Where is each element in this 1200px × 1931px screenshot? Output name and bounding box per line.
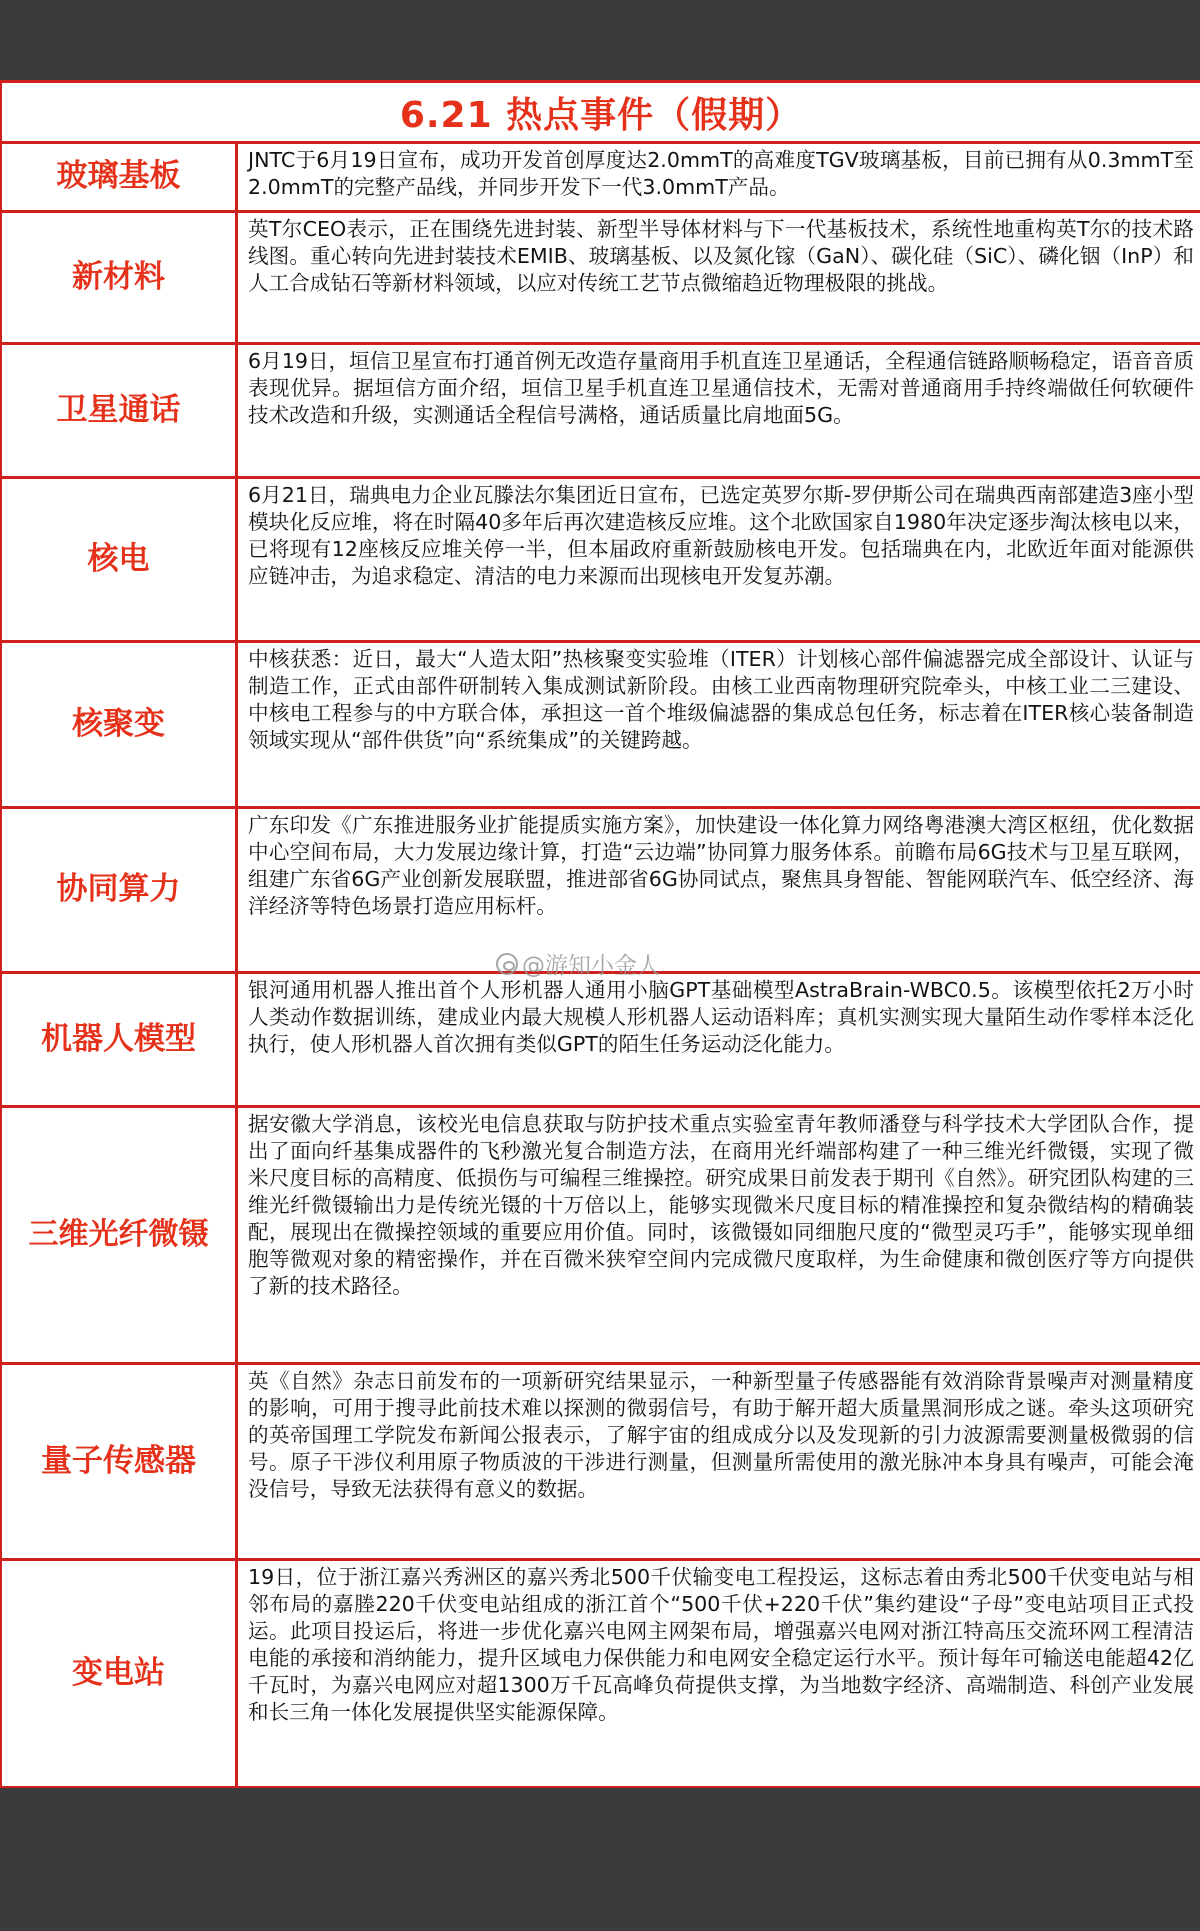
- table-row: [2, 1108, 1200, 1365]
- row-category: 量子传感器: [2, 1365, 238, 1558]
- row-category: 核聚变: [2, 643, 238, 806]
- row-category: 新材料: [2, 213, 238, 342]
- row-category: 核电: [2, 479, 238, 640]
- row-description: JNTC于6月19日宣布，成功开发首创厚度达2.0mmT的高难度TGV玻璃基板，目前已拥有从0.3mmT至2.0mmT的完整产品线，并同步开发下一代3.0mmT产品。: [248, 148, 1194, 199]
- row-description: 广东印发《广东推进服务业扩能提质实施方案》，加快建设一体化算力网络粤港澳大湾区枢纽，优化数据中心空间布局，大力发展边缘计算，打造“云边端”协同算力服务体系。前瞻布局6G技术与卫星互联网，组建广东省6G产业创新发展联盟，推进部省6G协同试点，聚焦具身智能、智能网联汽车、低空经济、海洋经济等特色场景打造应用标杆。: [248, 813, 1194, 918]
- table-row: [2, 974, 1200, 1108]
- row-description: 英T尔CEO表示，正在围绕先进封装、新型半导体材料与下一代基板技术，系统性地重构英T尔的技术路线图。重心转向先进封装技术EMIB、玻璃基板、以及氮化镓（GaN）、碳化硅（SiC）、磷化铟（InP）和人工合成钻石等新材料领域，以应对传统工艺节点微缩趋近物理极限的挑战。: [248, 217, 1194, 295]
- row-description: 据安徽大学消息，该校光电信息获取与防护技术重点实验室青年教师潘登与科学技术大学团队合作，提出了面向纤基集成器件的飞秒激光复合制造方法，在商用光纤端部构建了一种三维光纤微镊，实现了微米尺度目标的高精度、低损伤与可编程三维操控。研究成果日前发表于期刊《自然》。研究团队构建的三维光纤微镊输出力是传统光镊的十万倍以上，能够实现微米尺度目标的精准操控和复杂微结构的精确装配，展现出在微操控领域的重要应用价值。同时，该微镊如同细胞尺度的“微型灵巧手”，能够实现单细胞等微观对象的精密操作，并在百微米狭窄空间内完成微尺度取样，为生命健康和微创医疗等方向提供了新的技术路径。: [248, 1112, 1194, 1298]
- hot-events-table: [0, 80, 1200, 1788]
- row-category: 三维光纤微镊: [2, 1108, 238, 1362]
- table-row: [2, 144, 1200, 213]
- table-row: [2, 1365, 1200, 1561]
- table-row: [2, 213, 1200, 345]
- row-description: 6月19日，垣信卫星宣布打通首例无改造存量商用手机直连卫星通话，全程通信链路顺畅稳定，语音音质表现优异。据垣信方面介绍，垣信卫星手机直连卫星通信技术，无需对普通商用手持终端做任何软硬件技术改造和升级，实测通话全程信号满格，通话质量比肩地面5G。: [248, 349, 1194, 427]
- row-category: 玻璃基板: [2, 144, 238, 210]
- row-description: 19日，位于浙江嘉兴秀洲区的嘉兴秀北500千伏输变电工程投运，这标志着由秀北500千伏变电站与相邻布局的嘉塍220千伏变电站组成的浙江首个“500千伏+220千伏”集约建设“子母”变电站项目正式投运。此项目投运后，将进一步优化嘉兴电网主网架布局，增强嘉兴电网对浙江特高压交流环网工程清洁电能的承接和消纳能力，提升区域电力保供能力和电网安全稳定运行水平。预计每年可输送电能超42亿千瓦时，为嘉兴电网应对超1300万千瓦高峰负荷提供支撑，为当地数字经济、高端制造、科创产业发展和长三角一体化发展提供坚实能源保障。: [248, 1565, 1194, 1724]
- row-description: 中核获悉：近日，最大“人造太阳”热核聚变实验堆（ITER）计划核心部件偏滤器完成全部设计、认证与制造工作，正式由部件研制转入集成测试新阶段。由核工业西南物理研究院牵头，中核工业二三建设、中核电工程参与的中方联合体，承担这一首个堆级偏滤器的集成总包任务，标志着在ITER核心装备制造领域实现从“部件供货”向“系统集成”的关键跨越。: [248, 647, 1194, 752]
- table-row: [2, 479, 1200, 643]
- table-row: [2, 643, 1200, 809]
- row-category: 变电站: [2, 1561, 238, 1786]
- row-description: 英《自然》杂志日前发布的一项新研究结果显示，一种新型量子传感器能有效消除背景噪声对测量精度的影响，可用于搜寻此前技术难以探测的微弱信号，有助于解开超大质量黑洞形成之谜。牵头这项研究的英帝国理工学院发布新闻公报表示，了解宇宙的组成成分以及发现新的引力波源需要测量极微弱的信号。原子干涉仪利用原子物质波的干涉进行测量，但测量所需使用的激光脉冲本身具有噪声，可能会淹没信号，导致无法获得有意义的数据。: [248, 1369, 1194, 1501]
- table-title-row: [2, 83, 1200, 144]
- row-description: 银河通用机器人推出首个人形机器人通用小脑GPT基础模型AstraBrain-WBC0.5。该模型依托2万小时人类动作数据训练，建成业内最大规模人形机器人运动语料库；真机实测实现大量陌生动作零样本泛化执行，使人形机器人首次拥有类似GPT的陌生任务运动泛化能力。: [248, 978, 1194, 1056]
- row-category: 卫星通话: [2, 345, 238, 476]
- row-description: 6月21日，瑞典电力企业瓦滕法尔集团近日宣布，已选定英罗尔斯-罗伊斯公司在瑞典西南部建造3座小型模块化反应堆，将在时隔40多年后再次建造核反应堆。这个北欧国家自1980年决定逐步淘汰核电以来，已将现有12座核反应堆关停一半，但本届政府重新鼓励核电开发。包括瑞典在内，北欧近年面对能源供应链冲击，为追求稳定、清洁的电力来源而出现核电开发复苏潮。: [248, 483, 1194, 588]
- row-category: 机器人模型: [2, 974, 238, 1105]
- row-category: 协同算力: [2, 809, 238, 971]
- watermark-text: @游知小金人: [522, 953, 660, 979]
- table-row: [2, 345, 1200, 479]
- table-title: 6.21 热点事件（假期）: [399, 94, 803, 136]
- table-row: [2, 809, 1200, 974]
- table-row: [2, 1561, 1200, 1786]
